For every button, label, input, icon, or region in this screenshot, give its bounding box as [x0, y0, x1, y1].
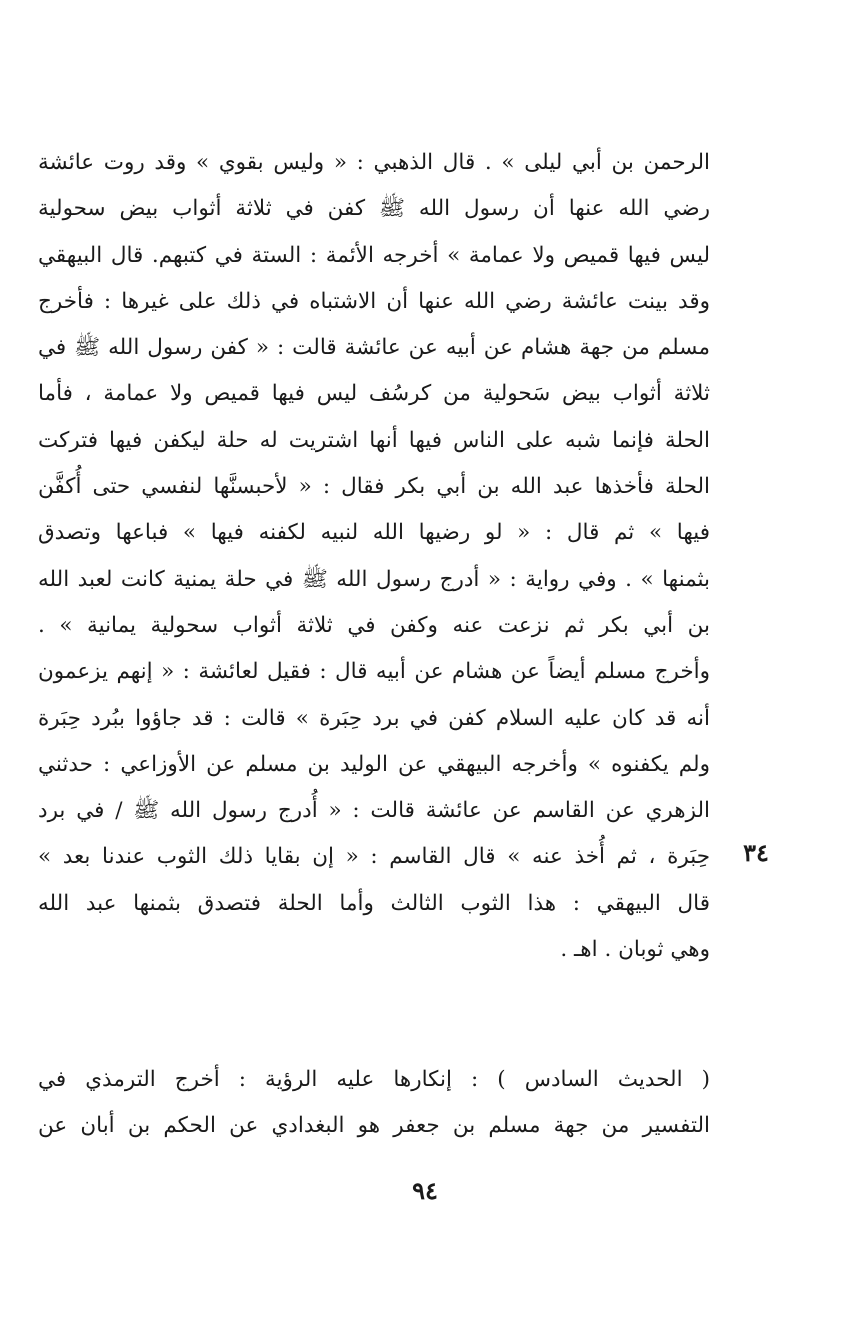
- text-line: مسلم من جهة هشام عن أبيه عن عائشة قالت : « كفن رسول الله ﷺ في: [38, 335, 710, 361]
- text-line: الحلة فأخذها عبد الله بن أبي بكر فقال : « لأحبسنَّها لنفسي حتى أُكفَّن: [38, 474, 710, 500]
- text-line: أنه قد كان عليه السلام كفن في برد حِبَرة » قالت : قد جاؤوا ببُرد حِبَرة: [38, 705, 710, 731]
- main-paragraph: [38, 140, 710, 973]
- margin-folio-number: ٣٤: [743, 838, 769, 867]
- text-line: بثمنها » . وفي رواية : « أدرج رسول الله ﷺ في حلة يمنية كانت لعبد الله: [38, 566, 710, 592]
- text-line: الرحمن بن أبي ليلى » . قال الذهبي : « وليس بقوي » وقد روت عائشة: [38, 150, 710, 175]
- text-line: رضي الله عنها أن رسول الله ﷺ كفن في ثلاثة أثواب بيض سحولية: [38, 196, 710, 222]
- text-line: ثلاثة أثواب بيض سَحولية من كرسُف ليس فيها قميص ولا عمامة ، فأما: [38, 381, 710, 407]
- text-line: وهي ثوبان . اهـ .: [560, 937, 710, 963]
- text-line: حِبَرة ، ثم أُخذ عنه » قال القاسم : « إن بقايا ذلك الثوب عندنا بعد »: [38, 844, 710, 870]
- text-line: قال البيهقي : هذا الثوب الثالث وأما الحلة فتصدق بثمنها عبد الله: [38, 890, 710, 916]
- text-line: ( الحديث السادس ) : إنكارها عليه الرؤية : أخرج الترمذي في: [38, 1067, 710, 1092]
- text-line: التفسير من جهة مسلم بن جعفر هو البغدادي عن الحكم بن أبان عن: [38, 1113, 710, 1139]
- page-number: ٩٤: [412, 1176, 438, 1205]
- text-line: الزهري عن القاسم عن عائشة قالت : « أُدرج رسول الله ﷺ / في برد: [38, 798, 710, 824]
- text-line: فيها » ثم قال : « لو رضيها الله لنبيه لكفنه فيها » فباعها وتصدق: [38, 520, 710, 546]
- text-line: بن أبي بكر ثم نزعت عنه وكفن في ثلاثة أثواب سحولية يمانية » .: [38, 612, 710, 638]
- text-line: وقد بينت عائشة رضي الله عنها أن الاشتباه في ذلك على غيرها : فأخرج: [38, 288, 710, 314]
- second-paragraph: [38, 1057, 710, 1150]
- text-line: وأخرج مسلم أيضاً عن هشام عن أبيه قال : فقيل لعائشة : « إنهم يزعمون: [38, 659, 710, 685]
- text-line: الحلة فإنما شبه على الناس فيها أنها اشتريت له حلة ليكفن فيها فتركت: [38, 427, 710, 453]
- text-line: ولم يكفنوه » وأخرجه البيهقي عن الوليد بن مسلم عن الأوزاعي : حدثني: [38, 751, 710, 777]
- text-line: ليس فيها قميص ولا عمامة » أخرجه الأئمة : الستة في كتبهم. قال البيهقي: [38, 242, 710, 268]
